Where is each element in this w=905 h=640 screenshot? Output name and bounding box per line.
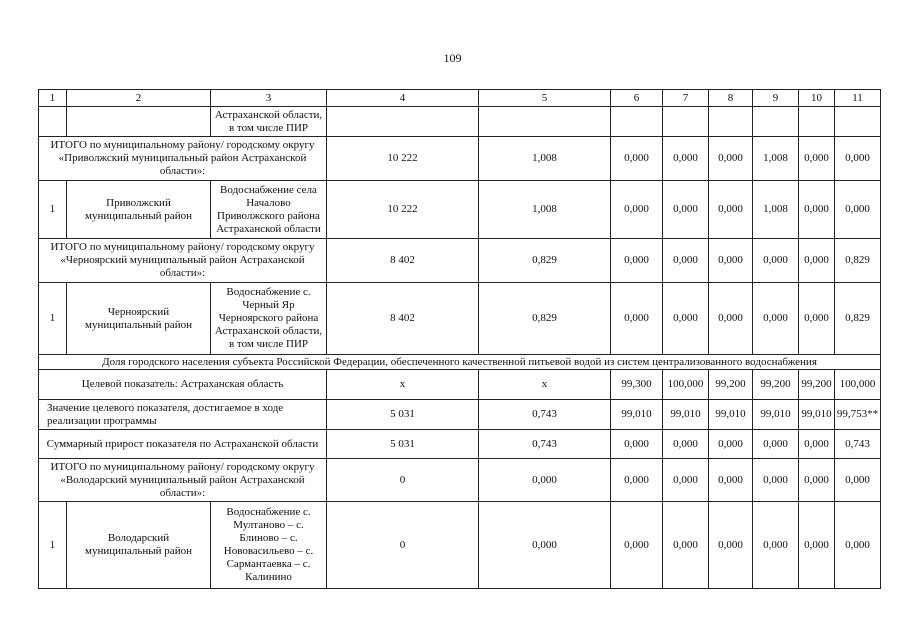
object-cell: Водоснабжение села Началово Приволжского района Астраханской области — [211, 181, 327, 239]
value-cell: 0,000 — [611, 502, 663, 589]
value-cell: 0,000 — [709, 502, 753, 589]
value-cell: 5 031 — [327, 400, 479, 430]
value-cell: 0,000 — [611, 137, 663, 181]
empty-cell — [663, 107, 709, 137]
value-cell: 0,000 — [663, 181, 709, 239]
value-cell: 0,000 — [611, 239, 663, 283]
metric-label: Суммарный прирост показателя по Астраханской области — [39, 430, 327, 459]
value-cell: 0,000 — [799, 283, 835, 355]
header-cell: 11 — [835, 90, 881, 107]
empty-cell — [67, 107, 211, 137]
value-cell: 99,010 — [753, 400, 799, 430]
value-cell: 0,000 — [709, 283, 753, 355]
total-label: ИТОГО по муниципальному району/ городскому округу «Володарский муниципальный район Астраханской области»: — [39, 459, 327, 502]
empty-cell — [327, 107, 479, 137]
metric-label: Значение целевого показателя, достигаемое в ходе реализации программы — [39, 400, 327, 430]
value-cell: 5 031 — [327, 430, 479, 459]
value-cell: 0,000 — [611, 181, 663, 239]
district-cell: Черноярский муниципальный район — [67, 283, 211, 355]
value-cell: 0,000 — [709, 137, 753, 181]
value-cell: 99,200 — [709, 370, 753, 400]
value-cell: 99,010 — [709, 400, 753, 430]
value-cell: 8 402 — [327, 283, 479, 355]
value-cell: 0,000 — [799, 430, 835, 459]
empty-cell — [479, 107, 611, 137]
object-cell: Водоснабжение с. Черный Яр Черноярского района Астраханской области, в том числе ПИР — [211, 283, 327, 355]
value-cell: 0,000 — [799, 502, 835, 589]
header-cell: 4 — [327, 90, 479, 107]
value-cell: 1,008 — [753, 181, 799, 239]
header-cell: 8 — [709, 90, 753, 107]
value-cell: 0 — [327, 502, 479, 589]
program-table — [38, 89, 881, 589]
value-cell: 0,000 — [709, 239, 753, 283]
value-cell: 0,743 — [479, 400, 611, 430]
header-cell: 5 — [479, 90, 611, 107]
empty-cell — [835, 107, 881, 137]
value-cell: 0,000 — [799, 239, 835, 283]
value-cell: 0,000 — [835, 459, 881, 502]
value-cell: 0,000 — [709, 459, 753, 502]
item-row-chernoyarsky — [39, 283, 881, 355]
value-cell: 99,300 — [611, 370, 663, 400]
value-cell: 0,000 — [663, 239, 709, 283]
value-cell: 100,000 — [663, 370, 709, 400]
empty-cell — [39, 107, 67, 137]
metric-row-target — [39, 370, 881, 400]
value-cell: 1,008 — [479, 181, 611, 239]
value-cell: 10 222 — [327, 137, 479, 181]
value-cell: 0,000 — [799, 181, 835, 239]
value-cell: 0,000 — [611, 459, 663, 502]
district-cell: Володарский муниципальный район — [67, 502, 211, 589]
value-cell: 0,000 — [663, 430, 709, 459]
value-cell: 0,000 — [479, 502, 611, 589]
value-cell: 0,000 — [479, 459, 611, 502]
value-cell: 99,010 — [663, 400, 709, 430]
value-cell: 99,753** — [835, 400, 881, 430]
value-cell: 0,000 — [835, 137, 881, 181]
object-cell: Водоснабжение с. Мултаново – с. Блиново – с. Нововасильево – с. Сармантаевка – с. Калинино — [211, 502, 327, 589]
value-cell: 8 402 — [327, 239, 479, 283]
metric-row-growth — [39, 430, 881, 459]
value-cell: 0,000 — [709, 181, 753, 239]
value-cell: 0,743 — [479, 430, 611, 459]
value-cell: 1,008 — [479, 137, 611, 181]
value-cell: 0,000 — [753, 430, 799, 459]
item-row-privolzhsky — [39, 181, 881, 239]
total-label: ИТОГО по муниципальному району/ городскому округу «Черноярский муниципальный район Астраханской области»: — [39, 239, 327, 283]
header-cell: 6 — [611, 90, 663, 107]
value-cell: 0,000 — [835, 181, 881, 239]
header-cell: 7 — [663, 90, 709, 107]
value-cell: 0,000 — [611, 430, 663, 459]
value-cell: 99,200 — [799, 370, 835, 400]
header-row — [39, 90, 881, 107]
value-cell: 0,829 — [835, 239, 881, 283]
value-cell: 0,000 — [753, 502, 799, 589]
row-number: 1 — [39, 502, 67, 589]
value-cell: 0,000 — [663, 459, 709, 502]
value-cell: 99,010 — [799, 400, 835, 430]
header-cell: 9 — [753, 90, 799, 107]
metric-row-achieved — [39, 400, 881, 430]
value-cell: 0,000 — [799, 137, 835, 181]
value-cell: 0,743 — [835, 430, 881, 459]
value-cell: 1,008 — [753, 137, 799, 181]
section-row — [39, 355, 881, 370]
value-cell: 0,829 — [479, 239, 611, 283]
value-cell: х — [479, 370, 611, 400]
value-cell: 0,829 — [835, 283, 881, 355]
value-cell: 99,200 — [753, 370, 799, 400]
section-title: Доля городского населения субъекта Российской Федерации, обеспеченного качественной питьевой водой из систем централизованного водоснабжения — [39, 355, 881, 370]
empty-cell — [753, 107, 799, 137]
value-cell: 0,000 — [835, 502, 881, 589]
header-cell: 2 — [67, 90, 211, 107]
value-cell: 0,000 — [753, 239, 799, 283]
empty-cell — [709, 107, 753, 137]
row-number: 1 — [39, 283, 67, 355]
value-cell: 0,000 — [663, 283, 709, 355]
continuation-row — [39, 107, 881, 137]
total-row-chernoyarsky — [39, 239, 881, 283]
total-row-privolzhsky — [39, 137, 881, 181]
value-cell: 0,000 — [663, 137, 709, 181]
empty-cell — [611, 107, 663, 137]
value-cell: 0,000 — [709, 430, 753, 459]
value-cell: х — [327, 370, 479, 400]
value-cell: 0,000 — [663, 502, 709, 589]
header-cell: 3 — [211, 90, 327, 107]
header-cell: 1 — [39, 90, 67, 107]
total-row-volodarsky — [39, 459, 881, 502]
row-number: 1 — [39, 181, 67, 239]
header-cell: 10 — [799, 90, 835, 107]
value-cell: 0,000 — [753, 283, 799, 355]
item-row-volodarsky — [39, 502, 881, 589]
value-cell: 0,000 — [753, 459, 799, 502]
empty-cell — [799, 107, 835, 137]
value-cell: 0,829 — [479, 283, 611, 355]
value-cell: 0 — [327, 459, 479, 502]
value-cell: 10 222 — [327, 181, 479, 239]
metric-label: Целевой показатель: Астраханская область — [39, 370, 327, 400]
object-cell: Астраханской области, в том числе ПИР — [211, 107, 327, 137]
value-cell: 100,000 — [835, 370, 881, 400]
value-cell: 0,000 — [611, 283, 663, 355]
page-number: 109 — [443, 51, 462, 65]
value-cell: 99,010 — [611, 400, 663, 430]
total-label: ИТОГО по муниципальному району/ городскому округу «Приволжский муниципальный район Астраханской области»: — [39, 137, 327, 181]
value-cell: 0,000 — [799, 459, 835, 502]
district-cell: Приволжский муниципальный район — [67, 181, 211, 239]
